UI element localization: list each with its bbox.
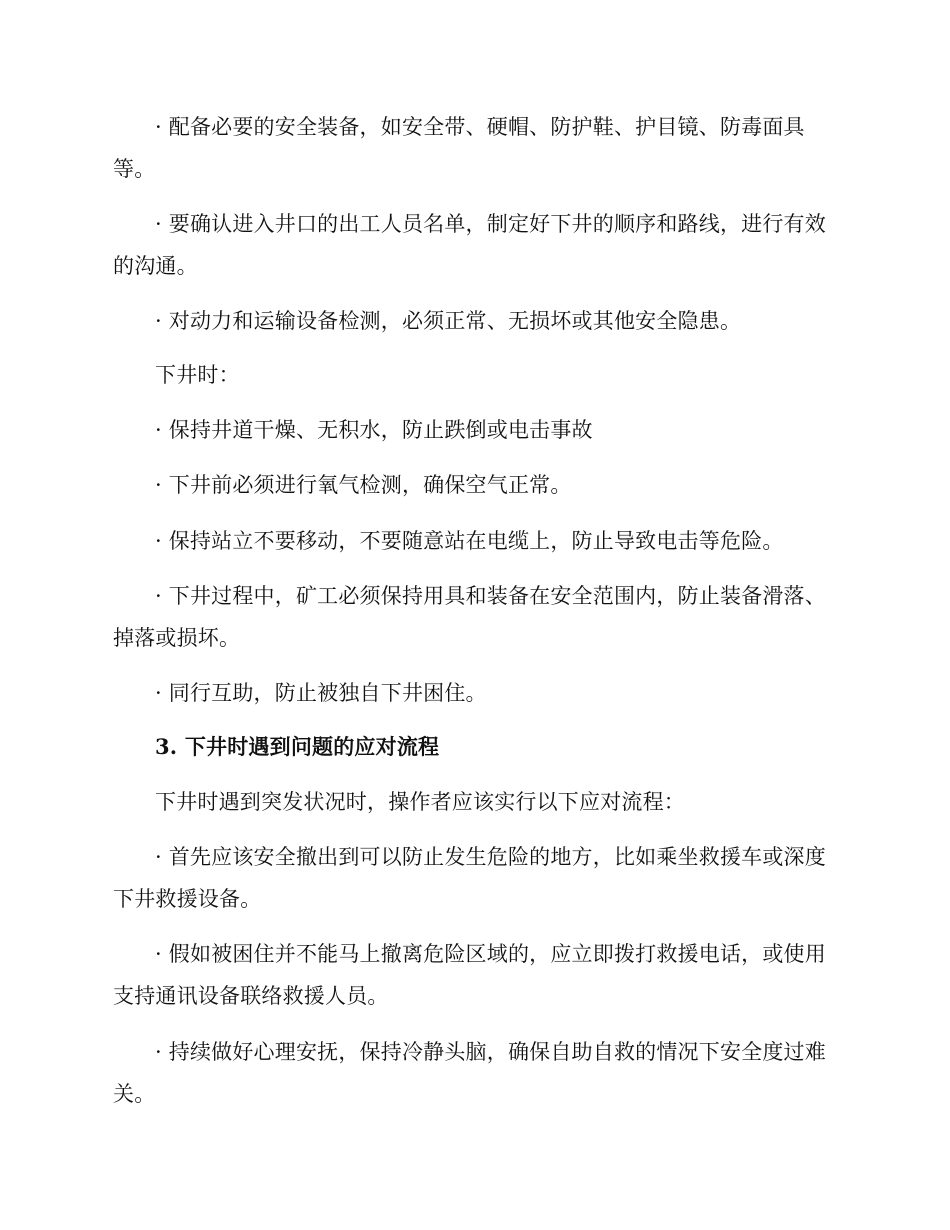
bullet-mutual-aid: · 同行互助，防止被独自下井困住。: [155, 681, 487, 705]
bullet-safety-equipment: · 配备必要的安全装备，如安全带、硬帽、防护鞋、护目镜、防毒面具等。: [113, 115, 805, 181]
bullet-call-rescue: · 假如被困住并不能马上撤离危险区域的，应立即拨打救援电话，或使用支持通讯设备联络救援人员。: [113, 942, 826, 1008]
bullet-stand-still: · 保持站立不要移动，不要随意站在电缆上，防止导致电击等危险。: [155, 529, 784, 553]
bullet-evacuate: · 首先应该安全撤出到可以防止发生危险的地方，比如乘坐救援车或深度下井救援设备。: [113, 845, 826, 911]
bullet-equipment-inspection: · 对动力和运输设备检测，必须正常、无损坏或其他安全隐患。: [155, 309, 742, 333]
bullet-oxygen-check: · 下井前必须进行氧气检测，确保空气正常。: [155, 473, 572, 497]
section-heading-emergency: 3. 下井时遇到问题的应对流程: [155, 734, 440, 759]
subheading-descending: 下井时：: [155, 363, 240, 387]
bullet-secure-tools: · 下井过程中，矿工必须保持用具和装备在安全范围内，防止装备滑落、掉落或损坏。: [113, 584, 826, 650]
bullet-stay-calm: · 持续做好心理安抚，保持冷静头脑，确保自助自救的情况下安全度过难关。: [113, 1040, 826, 1106]
bullet-confirm-personnel: · 要确认进入井口的出工人员名单，制定好下井的顺序和路线，进行有效的沟通。: [113, 212, 826, 278]
bullet-keep-dry: · 保持井道干燥、无积水，防止跌倒或电击事故: [155, 418, 593, 442]
intro-emergency-procedure: 下井时遇到突发状况时，操作者应该实行以下应对流程：: [155, 790, 685, 814]
